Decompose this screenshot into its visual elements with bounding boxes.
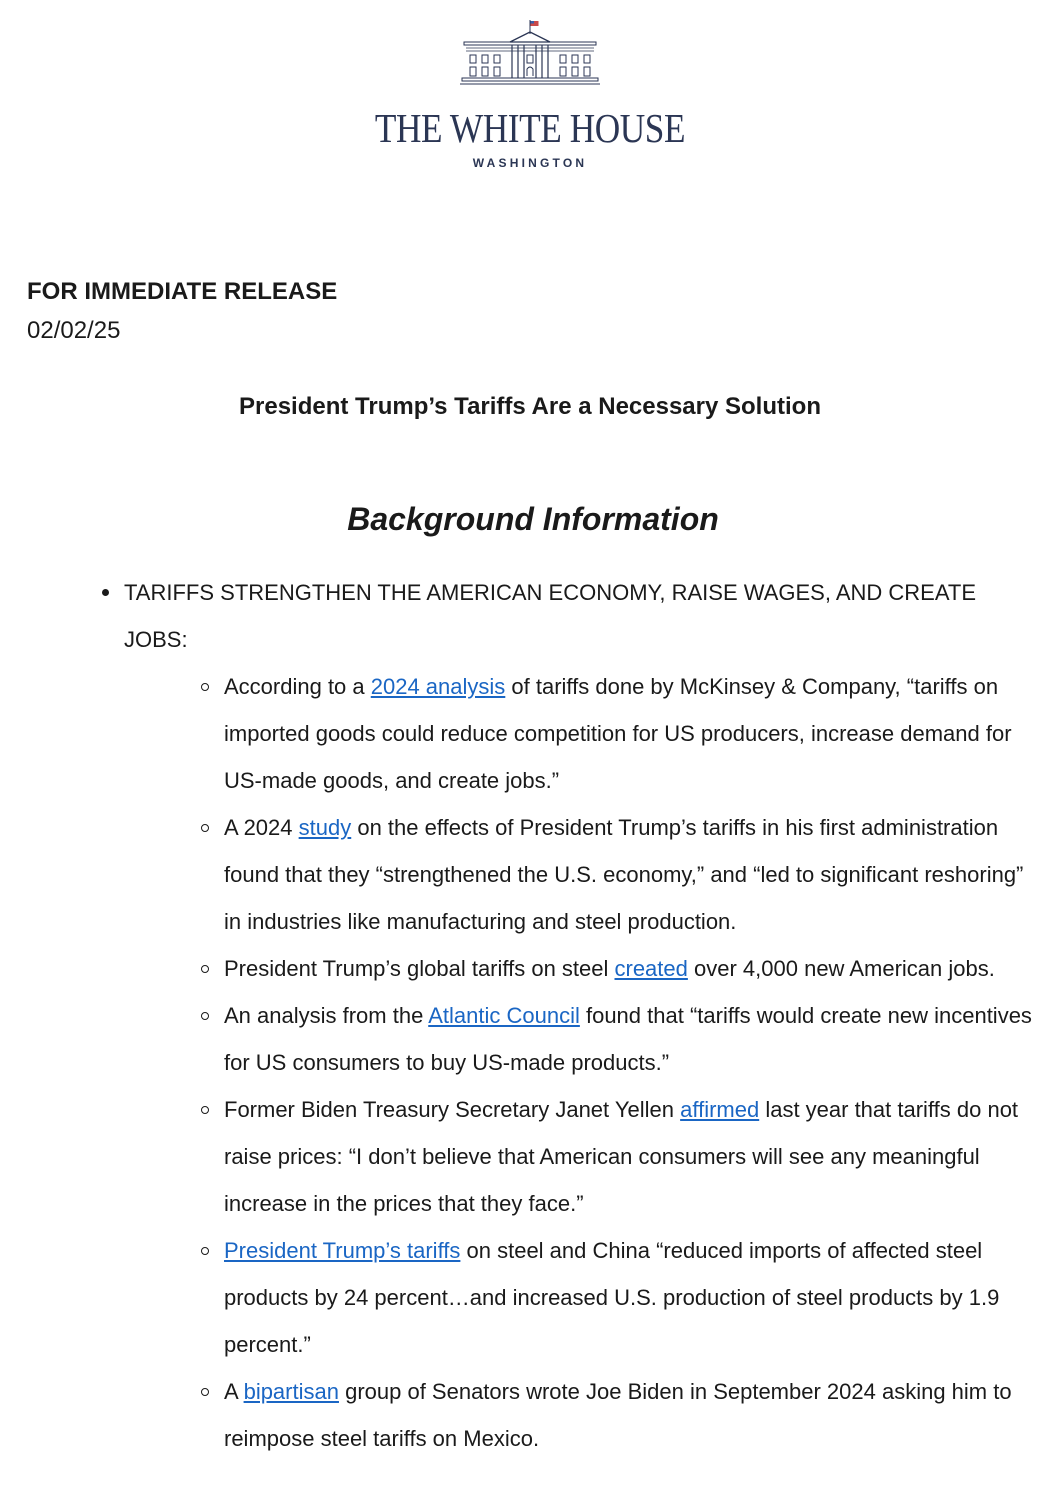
sub-list-item: A 2024 study on the effects of President Trump’s tariffs in his first administration found that they “strengthened the U.S. economy,” and “led to significant reshoring” in industries like manufacturing and steel production. bbox=[224, 804, 1060, 945]
sub-list-item: Former Biden Treasury Secretary Janet Yellen affirmed last year that tariffs do not raise prices: “I don’t believe that American consumers will see any meaningful increase in the prices that they face.” bbox=[224, 1086, 1060, 1227]
link-created[interactable]: created bbox=[614, 956, 688, 981]
bullet-list bbox=[0, 569, 1060, 1462]
link-affirmed[interactable]: affirmed bbox=[680, 1097, 760, 1122]
list-item bbox=[0, 569, 1060, 1462]
bullet-circle-icon bbox=[201, 824, 209, 832]
link-study[interactable]: study bbox=[298, 815, 352, 840]
sub-list-item: According to a 2024 analysis of tariffs done by McKinsey & Company, “tariffs on imported goods could reduce competition for US producers, increase demand for US-made goods, and create jobs.” bbox=[224, 663, 1060, 804]
link-atlantic-council[interactable]: Atlantic Council bbox=[428, 1003, 580, 1028]
bullet-circle-icon bbox=[201, 1106, 209, 1114]
link-president-trumps-tariffs[interactable]: President Trump’s tariffs bbox=[224, 1238, 461, 1263]
release-date: 02/02/25 bbox=[27, 317, 121, 344]
sub-list-item: An analysis from the Atlantic Council found that “tariffs would create new incentives for US consumers to buy US-made products.” bbox=[224, 992, 1060, 1086]
section-title: Background Information bbox=[347, 501, 719, 537]
sub-bullet-list bbox=[124, 663, 1032, 1462]
bullet-circle-icon bbox=[201, 683, 209, 691]
link-bipartisan[interactable]: bipartisan bbox=[243, 1379, 339, 1404]
bullet-circle-icon bbox=[201, 1012, 209, 1020]
release-label: FOR IMMEDIATE RELEASE bbox=[27, 278, 338, 305]
sub-list-item: President Trump’s tariffs on steel and China “reduced imports of affected steel products by 24 percent…and increased U.S. production of steel products by 1.9 percent.” bbox=[224, 1227, 1060, 1368]
bullet-circle-icon bbox=[201, 1247, 209, 1255]
bullet-circle-icon bbox=[201, 965, 209, 973]
sub-list-item: A bipartisan group of Senators wrote Joe Biden in September 2024 asking him to reimpose steel tariffs on Mexico. bbox=[224, 1368, 1060, 1462]
organization-city: WASHINGTON bbox=[472, 156, 588, 170]
white-house-building-icon bbox=[458, 18, 602, 88]
bullet-circle-icon bbox=[201, 1388, 209, 1396]
masthead bbox=[0, 18, 1060, 170]
bullet-disc-icon bbox=[102, 589, 109, 596]
bullet-heading: TARIFFS STRENGTHEN THE AMERICAN ECONOMY, RAISE WAGES, AND CREATE JOBS: bbox=[124, 580, 977, 652]
link-2024-analysis[interactable]: 2024 analysis bbox=[370, 674, 506, 699]
sub-list-item: President Trump’s global tariffs on steel created over 4,000 new American jobs. bbox=[224, 945, 1060, 992]
press-release-headline: President Trump’s Tariffs Are a Necessary Solution bbox=[239, 393, 821, 420]
organization-name: THE WHITE HOUSE bbox=[374, 105, 686, 151]
